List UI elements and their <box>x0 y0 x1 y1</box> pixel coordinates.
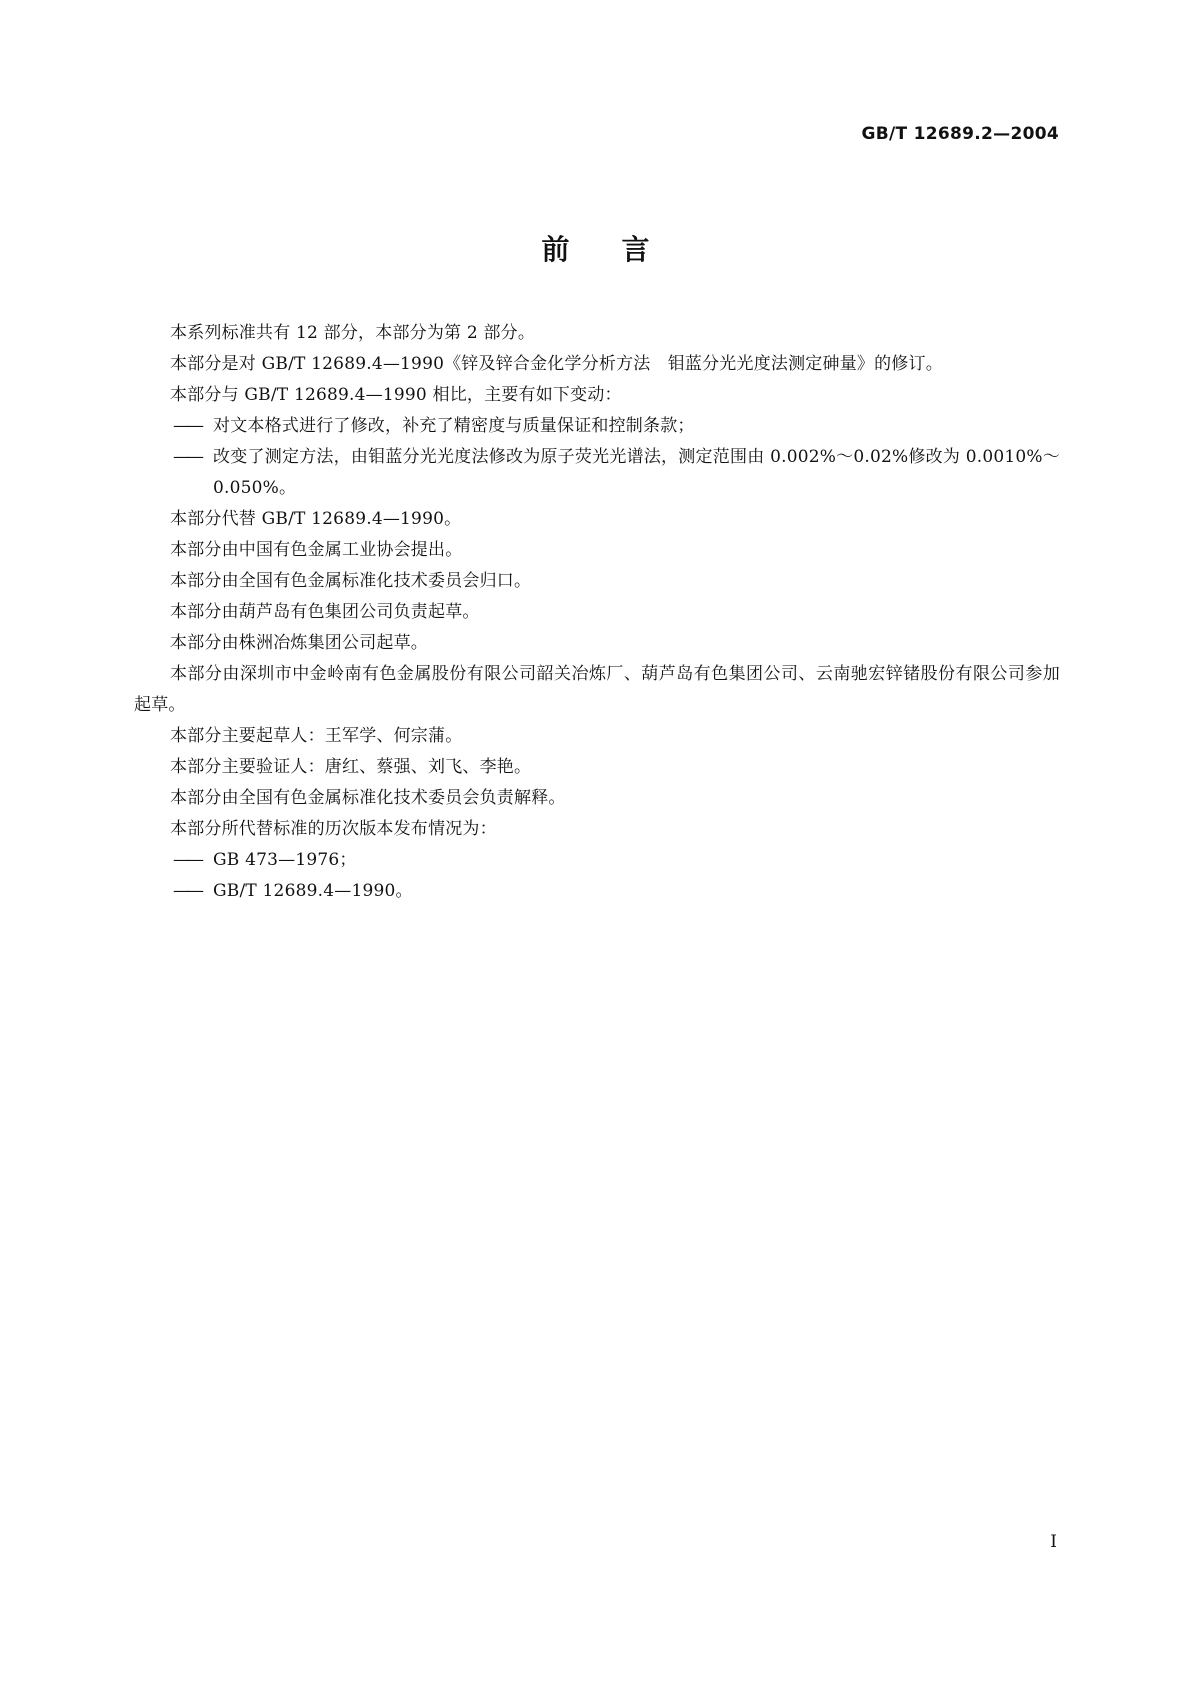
paragraph-history-intro: 本部分所代替标准的历次版本发布情况为： <box>170 819 497 839</box>
paragraph-main-verifiers: 本部分主要验证人：唐红、蔡强、刘飞、李艳。 <box>170 757 532 777</box>
paragraph-main-changes: 本部分与 GB/T 12689.4—1990 相比，主要有如下变动： <box>170 385 622 405</box>
dash-marker: —— <box>173 416 201 436</box>
page-title: 前言 <box>541 233 702 266</box>
list-item-text: GB 473—1976； <box>213 850 357 870</box>
list-item-change <box>134 411 1060 442</box>
dash-marker: —— <box>173 850 201 870</box>
list-item-change <box>134 442 1060 504</box>
paragraph-series-parts: 本系列标准共有 12 部分，本部分为第 2 部分。 <box>170 323 536 343</box>
list-item-history <box>134 845 1060 876</box>
paragraph-drafted-by: 本部分由株洲冶炼集团公司起草。 <box>170 633 428 653</box>
page-number: I <box>1050 1532 1057 1552</box>
paragraph-proposed-by: 本部分由中国有色金属工业协会提出。 <box>170 540 463 560</box>
list-item-text: GB/T 12689.4—1990。 <box>213 881 413 901</box>
paragraph-responsible-drafter: 本部分由葫芦岛有色集团公司负责起草。 <box>170 602 480 622</box>
paragraph-centralized-by: 本部分由全国有色金属标准化技术委员会归口。 <box>170 571 532 591</box>
paragraph-main-drafters: 本部分主要起草人：王军学、何宗蒲。 <box>170 726 463 746</box>
paragraph-participating-drafters: 本部分由深圳市中金岭南有色金属股份有限公司韶关冶炼厂、葫芦岛有色集团公司、云南驰宏锌锗股份有限公司参加起草。 <box>134 664 1060 715</box>
paragraph-interpretation: 本部分由全国有色金属标准化技术委员会负责解释。 <box>170 788 566 808</box>
paragraph-replaces: 本部分代替 GB/T 12689.4—1990。 <box>170 509 462 529</box>
dash-marker: —— <box>173 447 201 467</box>
dash-marker: —— <box>173 881 201 901</box>
paragraph-revision-of: 本部分是对 GB/T 12689.4—1990《锌及锌合金化学分析方法 钼蓝分光光度法测定砷量》的修订。 <box>170 354 943 374</box>
list-item-text: 对文本格式进行了修改，补充了精密度与质量保证和控制条款； <box>213 416 695 436</box>
standard-number: GB/T 12689.2—2004 <box>861 124 1059 144</box>
list-item-history <box>134 876 1060 907</box>
list-item-text: 改变了测定方法，由钼蓝分光光度法修改为原子荧光光谱法，测定范围由 0.002%～0.02%修改为 0.0010%～0.050%。 <box>213 447 1060 498</box>
foreword-body <box>134 318 1060 907</box>
